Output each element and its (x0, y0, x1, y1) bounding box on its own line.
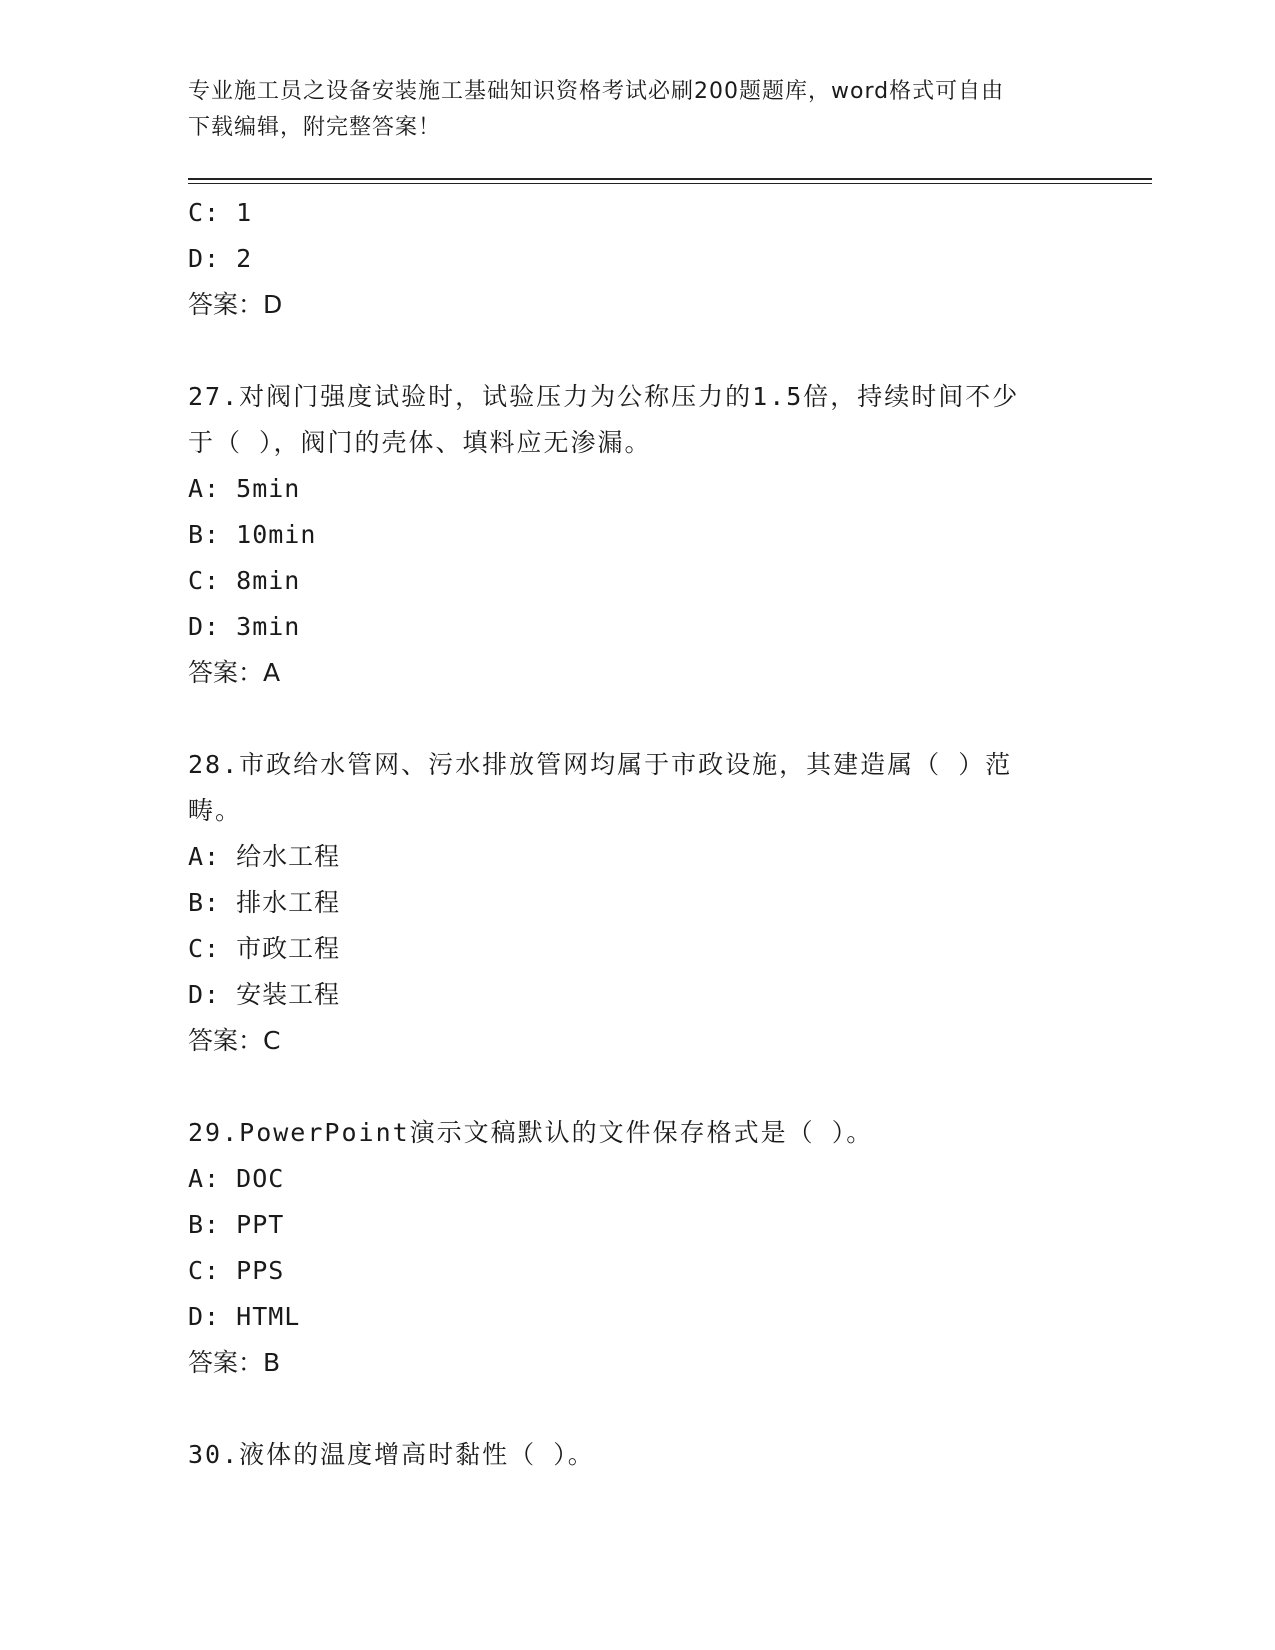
question-29 (188, 1110, 1088, 1386)
answer-line: 答案：B (188, 1348, 281, 1377)
option-c: C: 市政工程 (188, 934, 341, 963)
question-text-line: 畴。 (188, 796, 243, 825)
question-30 (188, 1432, 1088, 1478)
previous-question-tail (188, 190, 1088, 328)
question-text-line: 于（ ），阀门的壳体、填料应无渗漏。 (188, 428, 652, 457)
header-divider-thick (188, 178, 1152, 180)
question-27 (188, 374, 1088, 696)
header-line-1: 专业施工员之设备安装施工基础知识资格考试必刷200题题库，word格式可自由 (188, 79, 1005, 104)
question-text-line: 29.PowerPoint演示文稿默认的文件保存格式是（ ）。 (188, 1118, 874, 1147)
spacer (188, 1386, 1088, 1432)
option-b: B: 10min (188, 520, 317, 549)
option-d: D: 2 (188, 244, 253, 273)
option-d: D: HTML (188, 1302, 301, 1331)
question-text-line: 27.对阀门强度试验时，试验压力为公称压力的1.5倍，持续时间不少 (188, 382, 1020, 411)
option-d: D: 3min (188, 612, 301, 641)
header-divider-thin (188, 183, 1152, 184)
document-body (188, 190, 1088, 1478)
option-c: C: 8min (188, 566, 301, 595)
option-b: B: PPT (188, 1210, 285, 1239)
answer-line: 答案：C (188, 1026, 281, 1055)
option-c: C: PPS (188, 1256, 285, 1285)
option-b: B: 排水工程 (188, 888, 341, 917)
answer-line: 答案：D (188, 290, 283, 319)
option-a: A: 5min (188, 474, 301, 503)
option-a: A: DOC (188, 1164, 285, 1193)
spacer (188, 328, 1088, 374)
option-a: A: 给水工程 (188, 842, 341, 871)
spacer (188, 1064, 1088, 1110)
option-c: C: 1 (188, 198, 253, 227)
document-header (188, 74, 1068, 146)
answer-line: 答案：A (188, 658, 281, 687)
question-text-line: 30.液体的温度增高时黏性（ ）。 (188, 1440, 595, 1469)
option-d: D: 安装工程 (188, 980, 341, 1009)
spacer (188, 696, 1088, 742)
question-text-line: 28.市政给水管网、污水排放管网均属于市政设施，其建造属（ ）范 (188, 750, 1013, 779)
header-line-2: 下载编辑，附完整答案！ (188, 115, 442, 140)
question-28 (188, 742, 1088, 1064)
